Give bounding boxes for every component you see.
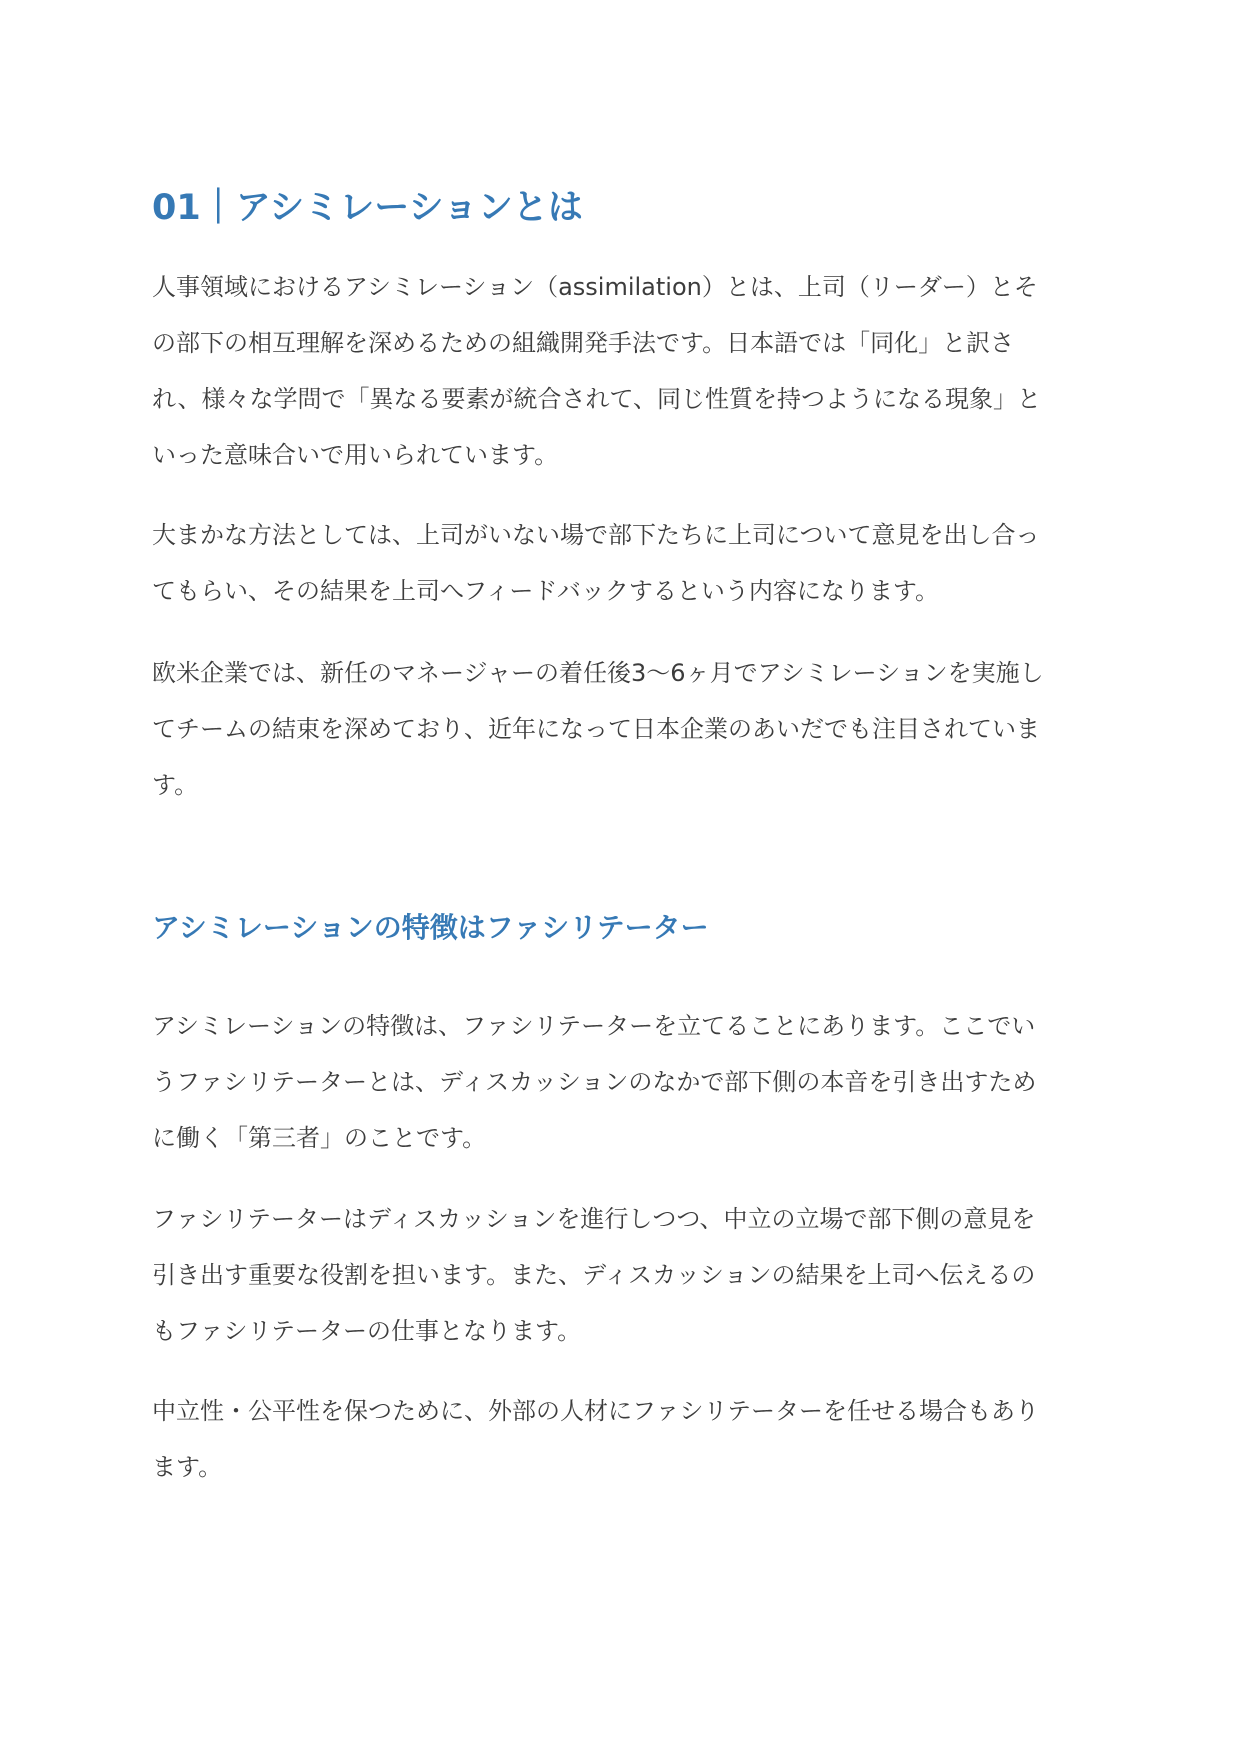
text-line: もファシリテーターの仕事となります。 xyxy=(152,1317,582,1345)
text-line: の部下の相互理解を深めるための組織開発手法です。日本語では「同化」と訳さ xyxy=(152,329,1015,357)
section-heading-assimilation: 01｜アシミレーションとは xyxy=(152,188,583,228)
paragraph-neutrality xyxy=(152,1383,1092,1495)
paragraph-method xyxy=(152,507,1092,619)
text-line: うファシリテーターとは、ディスカッションのなかで部下側の本音を引き出すため xyxy=(152,1068,1037,1096)
text-line: に働く「第三者」のことです。 xyxy=(152,1124,487,1152)
section-heading-facilitator: アシミレーションの特徴はファシリテーター xyxy=(152,911,709,944)
paragraph-western-companies xyxy=(152,645,1092,813)
text-line: てもらい、その結果を上司へフィードバックするという内容になります。 xyxy=(152,577,939,605)
text-line: 中立性・公平性を保つために、外部の人材にファシリテーターを任せる場合もあり xyxy=(152,1397,1040,1425)
text-line: てチームの結束を深めており、近年になって日本企業のあいだでも注目されていま xyxy=(152,715,1040,743)
text-line: 人事領域におけるアシミレーション（assimilation）とは、上司（リーダー）とそ xyxy=(152,273,1038,301)
paragraph-definition xyxy=(152,259,1092,483)
text-line: アシミレーションの特徴は、ファシリテーターを立てることにあります。ここでい xyxy=(152,1012,1036,1040)
text-line: いった意味合いで用いられています。 xyxy=(152,441,559,469)
text-line: れ、様々な学問で「異なる要素が統合されて、同じ性質を持つようになる現象」と xyxy=(152,385,1041,413)
text-line: 大まかな方法としては、上司がいない場で部下たちに上司について意見を出し合っ xyxy=(152,521,1040,549)
text-line: 欧米企業では、新任のマネージャーの着任後3〜6ヶ月でアシミレーションを実施し xyxy=(152,659,1044,687)
paragraph-facilitator-feature xyxy=(152,998,1092,1166)
text-line: ファシリテーターはディスカッションを進行しつつ、中立の立場で部下側の意見を xyxy=(152,1205,1036,1233)
text-line: ます。 xyxy=(152,1453,223,1481)
text-line: す。 xyxy=(152,771,199,799)
paragraph-facilitator-role xyxy=(152,1191,1092,1359)
text-line: 引き出す重要な役割を担います。また、ディスカッションの結果を上司へ伝えるの xyxy=(152,1261,1036,1289)
